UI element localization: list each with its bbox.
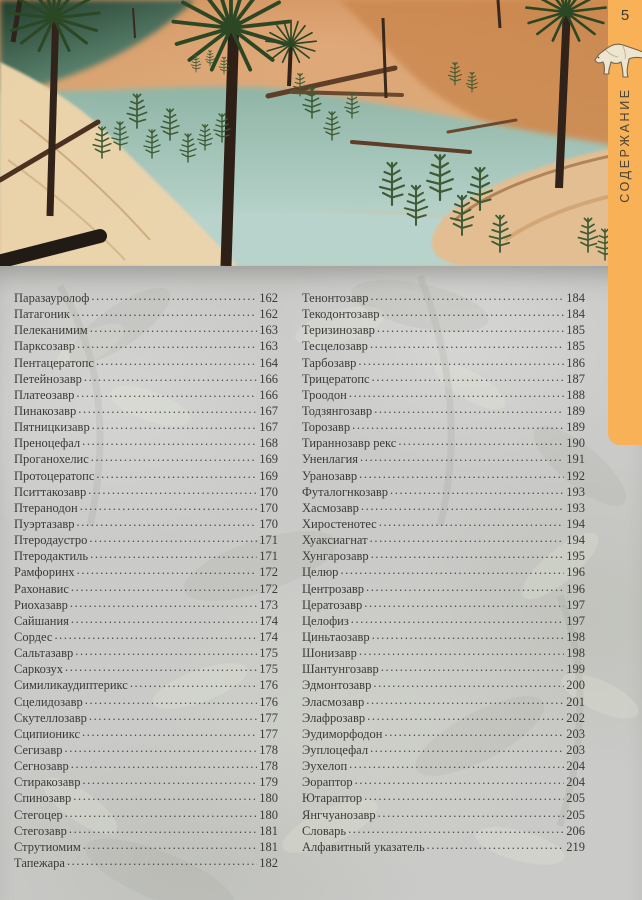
dot-leader (349, 758, 564, 770)
toc-entry-page: 170 (259, 516, 278, 531)
toc-entry (14, 468, 278, 484)
toc-entry-name: Петейнозавр (14, 371, 82, 386)
toc-entry (302, 564, 585, 580)
toc-entry (14, 597, 278, 613)
toc-entry (302, 338, 585, 354)
toc-entry (302, 807, 585, 823)
toc-entry-page: 177 (259, 726, 278, 741)
toc-entry (302, 500, 585, 516)
dot-leader (83, 839, 257, 851)
toc-entry-name: Торозавр (302, 420, 351, 435)
toc-entry (14, 306, 278, 322)
toc-entry (14, 532, 278, 548)
dot-leader (90, 548, 257, 560)
dot-leader (366, 694, 564, 706)
dot-leader (367, 710, 564, 722)
contents-panel (0, 266, 642, 900)
dot-leader (370, 338, 564, 350)
toc-entry-name: Шантунгозавр (302, 662, 379, 677)
toc-entry-page: 198 (566, 646, 585, 661)
toc-entry (302, 645, 585, 661)
toc-entry (302, 742, 585, 758)
toc-entry-name: Стегозавр (14, 823, 67, 838)
toc-entry-name: Птеродактиль (14, 549, 89, 564)
toc-entry (302, 677, 585, 693)
toc-entry (14, 564, 278, 580)
toc-entry-page: 200 (566, 678, 585, 693)
toc-entry-page: 204 (566, 775, 585, 790)
dot-leader (364, 597, 564, 609)
toc-entry-page: 197 (566, 613, 585, 628)
toc-entry-page: 202 (566, 710, 585, 725)
toc-entry-name: Уранозавр (302, 468, 358, 483)
dot-leader (358, 355, 564, 367)
toc-entry-name: Хунгарозавр (302, 549, 369, 564)
dot-leader (77, 516, 258, 528)
toc-entry (14, 645, 278, 661)
toc-entry-name: Элафрозавр (302, 710, 366, 725)
toc-entry-name: Сцелидозавр (14, 694, 83, 709)
toc-entry-name: Целюр (302, 565, 339, 580)
toc-entry-page: 180 (259, 791, 278, 806)
dot-leader (54, 629, 257, 641)
toc-entry-name: Эораптор (302, 775, 353, 790)
toc-entry-name: Троодон (302, 387, 347, 402)
toc-entry-page: 192 (566, 468, 585, 483)
dot-leader (69, 823, 257, 835)
dot-leader (82, 726, 257, 738)
dot-leader (71, 758, 258, 770)
toc-entry-name: Уненлагия (302, 452, 359, 467)
dot-leader (390, 484, 564, 496)
toc-entry-name: Скутеллозавр (14, 710, 87, 725)
dot-leader (89, 532, 257, 544)
dot-leader (65, 661, 257, 673)
dot-leader (359, 468, 564, 480)
toc-entry-page: 185 (566, 339, 585, 354)
toc-entry (302, 322, 585, 338)
toc-entry-page: 164 (259, 355, 278, 370)
toc-entry-page: 176 (259, 694, 278, 709)
toc-entry-page: 170 (259, 500, 278, 515)
dot-leader (75, 645, 257, 657)
dot-leader (427, 839, 565, 851)
toc-entry-page: 166 (259, 371, 278, 386)
toc-entry (302, 758, 585, 774)
toc-entry-name: Патагоник (14, 307, 70, 322)
toc-column-right (302, 290, 585, 871)
toc-entry-name: Цератозавр (302, 597, 363, 612)
toc-entry-page: 176 (259, 678, 278, 693)
toc-entry (14, 451, 278, 467)
dot-leader (85, 694, 258, 706)
hadrosaur-dinosaur-icon (592, 36, 642, 82)
dot-leader (377, 322, 564, 334)
toc-entry (14, 500, 278, 516)
toc-entry (302, 613, 585, 629)
toc-entry-name: Сайшания (14, 613, 69, 628)
toc-entry (302, 290, 585, 306)
toc-entry-page: 162 (259, 307, 278, 322)
dot-leader (371, 548, 565, 560)
toc-entry (14, 371, 278, 387)
toc-column-left (14, 290, 278, 871)
dot-leader (359, 645, 564, 657)
toc-entry-page: 189 (566, 420, 585, 435)
toc-entry-page: 170 (259, 484, 278, 499)
toc-entry (14, 322, 278, 338)
toc-entry-name: Янгчуанозавр (302, 807, 376, 822)
toc-entry-name: Эласмозавр (302, 694, 365, 709)
toc-entry-page: 198 (566, 629, 585, 644)
toc-entry-page: 179 (259, 775, 278, 790)
toc-entry-page: 219 (566, 839, 585, 854)
toc-entry (302, 629, 585, 645)
toc-entry-page: 168 (259, 436, 278, 451)
toc-entry (302, 355, 585, 371)
toc-entry (302, 484, 585, 500)
toc-entry-name: Эухелоп (302, 759, 348, 774)
toc-entry-name: Шонизавр (302, 646, 357, 661)
toc-entry-page: 185 (566, 323, 585, 338)
toc-entry-name: Эдмонтозавр (302, 678, 372, 693)
dot-leader (72, 306, 257, 318)
dot-leader (130, 677, 257, 689)
dot-leader (348, 823, 564, 835)
toc-entry (302, 419, 585, 435)
toc-entry-name: Целофиз (302, 613, 349, 628)
toc-entry (14, 484, 278, 500)
toc-entry (302, 548, 585, 564)
toc-entry (14, 355, 278, 371)
toc-entry-page: 180 (259, 807, 278, 822)
toc-entry (14, 613, 278, 629)
dot-leader (398, 435, 564, 447)
dot-leader (71, 613, 257, 625)
toc-entry-name: Сегизавр (14, 742, 63, 757)
toc-entry-page: 175 (259, 662, 278, 677)
toc-entry-name: Хуаксиагнат (302, 533, 368, 548)
toc-entry-page: 162 (259, 291, 278, 305)
toc-entry (14, 629, 278, 645)
dot-leader (364, 790, 564, 802)
toc-entry-name: Протоцератопс (14, 468, 95, 483)
toc-entry-page: 173 (259, 597, 278, 612)
toc-entry-name: Птеранодон (14, 500, 78, 515)
dot-leader (90, 322, 258, 334)
toc-entry-page: 186 (566, 355, 585, 370)
toc-entry-name: Тенонтозавр (302, 291, 369, 305)
toc-entry-page: 184 (566, 307, 585, 322)
toc-entry-page: 181 (259, 839, 278, 854)
table-of-contents (0, 266, 642, 871)
dot-leader (91, 451, 257, 463)
toc-entry-name: Футалогнкозавр (302, 484, 389, 499)
toc-entry-page: 203 (566, 726, 585, 741)
toc-entry-page: 167 (259, 403, 278, 418)
toc-entry-page: 205 (566, 807, 585, 822)
toc-entry-name: Хасмозавр (302, 500, 359, 515)
toc-entry (302, 839, 585, 855)
dot-leader (361, 500, 564, 512)
toc-entry (14, 742, 278, 758)
toc-entry (14, 790, 278, 806)
dot-leader (76, 387, 257, 399)
toc-entry-page: 172 (259, 565, 278, 580)
toc-entry (302, 597, 585, 613)
toc-entry (14, 823, 278, 839)
toc-entry-page: 206 (566, 823, 585, 838)
toc-entry-name: Паразауролоф (14, 291, 90, 305)
toc-entry (302, 306, 585, 322)
toc-entry (14, 710, 278, 726)
dot-leader (89, 710, 257, 722)
toc-entry-name: Стиракозавр (14, 775, 81, 790)
toc-entry-name: Алфавитный указатель (302, 839, 425, 854)
toc-entry (14, 758, 278, 774)
toc-entry-page: 203 (566, 742, 585, 757)
toc-entry-name: Стегоцер (14, 807, 63, 822)
toc-entry-name: Центрозавр (302, 581, 365, 596)
dot-leader (352, 419, 564, 431)
dot-leader (351, 613, 564, 625)
toc-entry (14, 338, 278, 354)
dot-leader (84, 371, 257, 383)
toc-entry (14, 807, 278, 823)
toc-entry (14, 516, 278, 532)
toc-entry-page: 205 (566, 791, 585, 806)
dot-leader (65, 807, 258, 819)
toc-entry (302, 451, 585, 467)
toc-entry (14, 839, 278, 855)
toc-entry-name: Парксозавр (14, 339, 76, 354)
toc-entry-page: 169 (259, 452, 278, 467)
dot-leader (96, 355, 257, 367)
toc-entry-page: 196 (566, 565, 585, 580)
toc-entry-name: Эудиморфодон (302, 726, 383, 741)
toc-entry-page: 201 (566, 694, 585, 709)
dot-leader (379, 516, 565, 528)
dot-leader (340, 564, 564, 576)
dot-leader (378, 807, 565, 819)
dot-leader (65, 742, 258, 754)
toc-entry (14, 677, 278, 693)
toc-entry-page: 163 (259, 339, 278, 354)
toc-entry-page: 163 (259, 323, 278, 338)
toc-entry (14, 855, 278, 871)
toc-entry-page: 178 (259, 742, 278, 757)
toc-entry-name: Риохазавр (14, 597, 68, 612)
dot-leader (381, 661, 564, 673)
toc-entry-name: Циньтаозавр (302, 629, 370, 644)
dot-leader (70, 597, 257, 609)
dot-leader (374, 403, 564, 415)
dot-leader (71, 581, 257, 593)
toc-entry-name: Симиликаудиптерикс (14, 678, 128, 693)
toc-entry-name: Платеозавр (14, 387, 75, 402)
toc-entry-page: 184 (566, 291, 585, 305)
toc-entry-page: 174 (259, 613, 278, 628)
dot-leader (77, 564, 258, 576)
toc-entry (14, 435, 278, 451)
toc-entry-page: 199 (566, 662, 585, 677)
toc-entry-page: 167 (259, 420, 278, 435)
dot-leader (91, 290, 257, 302)
dot-leader (82, 435, 257, 447)
toc-entry-name: Текодонтозавр (302, 307, 380, 322)
toc-entry-name: Ютараптор (302, 791, 363, 806)
toc-entry-name: Проганохелис (14, 452, 89, 467)
toc-entry-name: Пятницкизавр (14, 420, 90, 435)
contents-tab-label: СОДЕРЖАНИЕ (618, 87, 632, 203)
toc-entry (14, 661, 278, 677)
toc-entry-name: Теризинозавр (302, 323, 375, 338)
dot-leader (88, 484, 257, 496)
dot-leader (67, 855, 257, 867)
toc-entry-name: Хиростенотес (302, 516, 377, 531)
toc-entry-name: Тапежара (14, 855, 65, 870)
dot-leader (384, 726, 564, 738)
toc-entry-name: Спинозавр (14, 791, 72, 806)
toc-entry (14, 419, 278, 435)
toc-entry-name: Сегнозавр (14, 759, 69, 774)
toc-entry-page: 193 (566, 500, 585, 515)
toc-entry (302, 710, 585, 726)
toc-entry (302, 694, 585, 710)
toc-entry-name: Пентацератопс (14, 355, 94, 370)
toc-entry-page: 178 (259, 759, 278, 774)
toc-entry (302, 661, 585, 677)
toc-entry-page: 174 (259, 629, 278, 644)
toc-entry (302, 435, 585, 451)
toc-entry-page: 171 (259, 533, 278, 548)
toc-entry (302, 790, 585, 806)
dot-leader (355, 774, 565, 786)
toc-entry-page: 191 (566, 452, 585, 467)
toc-entry-page: 169 (259, 468, 278, 483)
page-number: 5 (620, 7, 630, 24)
toc-entry-page: 177 (259, 710, 278, 725)
dot-leader (370, 742, 564, 754)
toc-entry-page: 171 (259, 549, 278, 564)
toc-entry (302, 726, 585, 742)
hero-illustration (0, 0, 642, 266)
toc-entry-name: Тарбозавр (302, 355, 357, 370)
toc-entry-page: 190 (566, 436, 585, 451)
dot-leader (373, 677, 564, 689)
toc-entry-page: 181 (259, 823, 278, 838)
toc-entry-page: 193 (566, 484, 585, 499)
toc-entry-name: Пуэртазавр (14, 516, 75, 531)
toc-entry-name: Тесцелозавр (302, 339, 368, 354)
dot-leader (96, 468, 257, 480)
toc-entry (302, 823, 585, 839)
toc-entry (14, 774, 278, 790)
dot-leader (371, 290, 565, 302)
dot-leader (370, 532, 565, 544)
dot-leader (92, 419, 258, 431)
dot-leader (80, 500, 258, 512)
dot-leader (349, 387, 564, 399)
toc-entry (14, 387, 278, 403)
dot-leader (82, 774, 257, 786)
toc-entry-page: 189 (566, 403, 585, 418)
toc-entry (14, 694, 278, 710)
toc-entry-name: Струтиомим (14, 839, 81, 854)
toc-entry-name: Трицератопс (302, 371, 370, 386)
toc-entry-page: 195 (566, 549, 585, 564)
toc-entry-page: 204 (566, 759, 585, 774)
toc-entry-name: Пситтакозавр (14, 484, 87, 499)
prehistoric-landscape-painting (0, 0, 642, 266)
toc-entry-page: 166 (259, 387, 278, 402)
toc-entry-name: Пинакозавр (14, 403, 77, 418)
toc-entry (14, 290, 278, 306)
toc-entry-name: Сордес (14, 629, 53, 644)
toc-entry-name: Саркозух (14, 662, 63, 677)
toc-entry-name: Преноцефал (14, 436, 81, 451)
dot-leader (77, 338, 257, 350)
toc-entry-page: 196 (566, 581, 585, 596)
dot-leader (366, 581, 564, 593)
toc-entry-name: Сципионикс (14, 726, 81, 741)
toc-entry (302, 774, 585, 790)
toc-entry (302, 371, 585, 387)
toc-entry-page: 188 (566, 387, 585, 402)
toc-entry (302, 387, 585, 403)
toc-entry-name: Тодзянгозавр (302, 403, 373, 418)
dot-leader (73, 790, 257, 802)
toc-entry (14, 581, 278, 597)
toc-entry-name: Эуплоцефал (302, 742, 369, 757)
dead-stick (498, 0, 500, 28)
toc-entry-name: Сальтазавр (14, 646, 74, 661)
dot-leader (78, 403, 257, 415)
toc-entry-page: 187 (566, 371, 585, 386)
toc-entry-page: 175 (259, 646, 278, 661)
toc-entry-name: Рахонавис (14, 581, 69, 596)
toc-entry (302, 468, 585, 484)
toc-entry-page: 194 (566, 533, 585, 548)
toc-entry-page: 182 (259, 855, 278, 870)
toc-entry-name: Пелеканимим (14, 323, 88, 338)
toc-entry (302, 516, 585, 532)
toc-entry-name: Тираннозавр рекс (302, 436, 397, 451)
toc-entry (14, 403, 278, 419)
toc-entry (14, 726, 278, 742)
toc-entry-page: 194 (566, 516, 585, 531)
dot-leader (382, 306, 565, 318)
dot-leader (372, 629, 565, 641)
toc-entry-page: 172 (259, 581, 278, 596)
toc-entry-name: Словарь (302, 823, 347, 838)
toc-entry-name: Птеродаустро (14, 533, 88, 548)
dot-leader (372, 371, 565, 383)
toc-entry (14, 548, 278, 564)
toc-entry-name: Рамфоринх (14, 565, 75, 580)
dot-leader (360, 451, 564, 463)
toc-entry (302, 403, 585, 419)
toc-entry (302, 532, 585, 548)
toc-entry-page: 197 (566, 597, 585, 612)
toc-entry (302, 581, 585, 597)
